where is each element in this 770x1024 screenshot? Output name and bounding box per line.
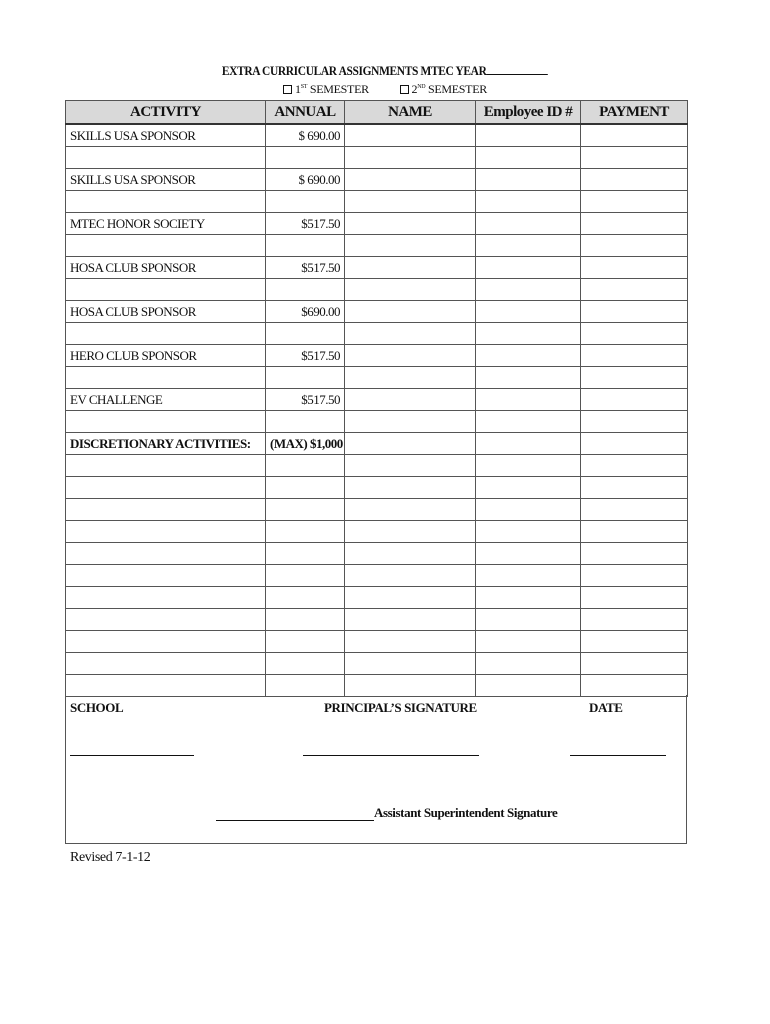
name-cell[interactable] <box>345 367 476 389</box>
form-title <box>46 63 724 79</box>
payment-cell[interactable] <box>581 609 688 631</box>
employee-id-cell[interactable] <box>476 609 581 631</box>
activity-cell <box>66 455 266 477</box>
activity-cell: SKILLS USA SPONSOR <box>66 169 266 191</box>
payment-cell[interactable] <box>581 477 688 499</box>
table-row <box>66 653 688 675</box>
employee-id-cell[interactable] <box>476 169 581 191</box>
annual-cell <box>266 543 345 565</box>
activity-cell <box>66 323 266 345</box>
annual-cell: $ 690.00 <box>266 124 345 147</box>
year-field[interactable] <box>487 64 549 75</box>
table-row <box>66 301 688 323</box>
name-cell[interactable] <box>345 345 476 367</box>
annual-cell <box>266 653 345 675</box>
table-row <box>66 147 688 169</box>
table-row <box>66 477 688 499</box>
payment-cell[interactable] <box>581 521 688 543</box>
payment-cell[interactable] <box>581 631 688 653</box>
annual-cell: (MAX) $1,000 <box>266 433 345 455</box>
table-row <box>66 389 688 411</box>
employee-id-cell[interactable] <box>476 213 581 235</box>
activity-cell: HOSA CLUB SPONSOR <box>66 301 266 323</box>
table-row <box>66 169 688 191</box>
table-row <box>66 191 688 213</box>
employee-id-cell[interactable] <box>476 653 581 675</box>
payment-cell[interactable] <box>581 455 688 477</box>
form-title-text: EXTRA CURRICULAR ASSIGNMENTS MTEC YEAR <box>221 63 487 78</box>
payment-cell[interactable] <box>581 389 688 411</box>
payment-cell[interactable] <box>581 124 688 147</box>
table-header-row <box>66 101 688 125</box>
name-cell[interactable] <box>345 323 476 345</box>
payment-cell[interactable] <box>581 587 688 609</box>
annual-cell <box>266 675 345 697</box>
payment-cell[interactable] <box>581 543 688 565</box>
table-row <box>66 455 688 477</box>
payment-cell[interactable] <box>581 323 688 345</box>
table-row <box>66 124 688 147</box>
activity-cell <box>66 653 266 675</box>
annual-cell: $ 690.00 <box>266 169 345 191</box>
annual-cell: $517.50 <box>266 213 345 235</box>
payment-cell[interactable] <box>581 345 688 367</box>
activity-cell <box>66 367 266 389</box>
column-header-payment: PAYMENT <box>581 101 688 125</box>
name-cell[interactable] <box>345 587 476 609</box>
annual-cell <box>266 609 345 631</box>
activity-cell <box>66 477 266 499</box>
name-cell[interactable] <box>345 543 476 565</box>
name-cell[interactable] <box>345 279 476 301</box>
table-row <box>66 521 688 543</box>
activity-cell <box>66 565 266 587</box>
payment-cell[interactable] <box>581 301 688 323</box>
activity-cell: HERO CLUB SPONSOR <box>66 345 266 367</box>
name-cell[interactable] <box>345 477 476 499</box>
table-row <box>66 609 688 631</box>
employee-id-cell[interactable] <box>476 631 581 653</box>
payment-cell[interactable] <box>581 169 688 191</box>
activity-cell <box>66 521 266 543</box>
name-cell[interactable] <box>345 455 476 477</box>
employee-id-cell[interactable] <box>476 499 581 521</box>
activity-cell <box>66 587 266 609</box>
principal-signature-field[interactable] <box>303 755 479 756</box>
column-header-name: NAME <box>345 101 476 125</box>
name-cell[interactable] <box>345 433 476 455</box>
payment-cell[interactable] <box>581 213 688 235</box>
date-field[interactable] <box>570 755 666 756</box>
annual-cell <box>266 587 345 609</box>
employee-id-cell[interactable] <box>476 235 581 257</box>
table-row <box>66 675 688 697</box>
activity-cell <box>66 543 266 565</box>
annual-cell <box>266 499 345 521</box>
payment-cell[interactable] <box>581 257 688 279</box>
name-cell[interactable] <box>345 499 476 521</box>
column-header-employee-id: Employee ID # <box>476 101 581 125</box>
semester-1-checkbox[interactable] <box>283 85 292 94</box>
table-row <box>66 235 688 257</box>
principal-signature-label: PRINCIPAL’S SIGNATURE <box>324 700 477 715</box>
name-cell[interactable] <box>345 521 476 543</box>
table-row <box>66 257 688 279</box>
revision-note: Revised 7-1-12 <box>70 850 151 865</box>
employee-id-cell[interactable] <box>476 147 581 169</box>
table-row <box>66 565 688 587</box>
name-cell[interactable] <box>345 301 476 323</box>
semester-options <box>0 82 770 97</box>
name-cell[interactable] <box>345 147 476 169</box>
table-row <box>66 433 688 455</box>
payment-cell[interactable] <box>581 235 688 257</box>
employee-id-cell[interactable] <box>476 455 581 477</box>
payment-cell[interactable] <box>581 499 688 521</box>
employee-id-cell[interactable] <box>476 433 581 455</box>
annual-cell <box>266 191 345 213</box>
employee-id-cell[interactable] <box>476 543 581 565</box>
activity-cell <box>66 631 266 653</box>
payment-cell[interactable] <box>581 367 688 389</box>
employee-id-cell[interactable] <box>476 675 581 697</box>
annual-cell <box>266 631 345 653</box>
payment-cell[interactable] <box>581 675 688 697</box>
table-row <box>66 587 688 609</box>
payment-cell[interactable] <box>581 653 688 675</box>
assistant-superintendent-signature <box>216 805 557 821</box>
annual-cell: $517.50 <box>266 345 345 367</box>
employee-id-cell[interactable] <box>476 345 581 367</box>
payment-cell[interactable] <box>581 191 688 213</box>
table-row <box>66 323 688 345</box>
activity-cell <box>66 279 266 301</box>
table-row <box>66 411 688 433</box>
name-cell[interactable] <box>345 389 476 411</box>
employee-id-cell[interactable] <box>476 191 581 213</box>
table-row <box>66 367 688 389</box>
annual-cell <box>266 521 345 543</box>
activity-cell <box>66 235 266 257</box>
employee-id-cell[interactable] <box>476 124 581 147</box>
employee-id-cell[interactable] <box>476 323 581 345</box>
table-row <box>66 499 688 521</box>
activity-cell: MTEC HONOR SOCIETY <box>66 213 266 235</box>
employee-id-cell[interactable] <box>476 367 581 389</box>
assignments-table <box>65 100 688 697</box>
table-row <box>66 631 688 653</box>
name-cell[interactable] <box>345 213 476 235</box>
employee-id-cell[interactable] <box>476 565 581 587</box>
employee-id-cell[interactable] <box>476 477 581 499</box>
employee-id-cell[interactable] <box>476 587 581 609</box>
annual-cell <box>266 565 345 587</box>
activity-cell <box>66 499 266 521</box>
column-header-annual: ANNUAL <box>266 101 345 125</box>
annual-cell <box>266 147 345 169</box>
employee-id-cell[interactable] <box>476 257 581 279</box>
activity-cell <box>66 147 266 169</box>
activity-cell: SKILLS USA SPONSOR <box>66 124 266 147</box>
name-cell[interactable] <box>345 235 476 257</box>
annual-cell <box>266 279 345 301</box>
school-field[interactable] <box>70 755 194 756</box>
annual-cell: $690.00 <box>266 301 345 323</box>
payment-cell[interactable] <box>581 565 688 587</box>
activity-cell: HOSA CLUB SPONSOR <box>66 257 266 279</box>
payment-cell[interactable] <box>581 147 688 169</box>
name-cell[interactable] <box>345 257 476 279</box>
semester-2-option[interactable]: 2ND SEMESTER <box>400 82 487 97</box>
payment-cell[interactable] <box>581 433 688 455</box>
employee-id-cell[interactable] <box>476 411 581 433</box>
annual-cell <box>266 235 345 257</box>
table-row <box>66 543 688 565</box>
table-row <box>66 213 688 235</box>
activity-cell: EV CHALLENGE <box>66 389 266 411</box>
activity-cell <box>66 609 266 631</box>
activity-cell <box>66 191 266 213</box>
activity-cell <box>66 675 266 697</box>
employee-id-cell[interactable] <box>476 279 581 301</box>
table-row <box>66 345 688 367</box>
annual-cell <box>266 367 345 389</box>
table-row <box>66 279 688 301</box>
school-label: SCHOOL <box>70 700 124 715</box>
employee-id-cell[interactable] <box>476 521 581 543</box>
annual-cell: $517.50 <box>266 257 345 279</box>
name-cell[interactable] <box>345 675 476 697</box>
signature-section <box>65 695 687 844</box>
assistant-superintendent-label: Assistant Superintendent Signature <box>374 805 558 820</box>
employee-id-cell[interactable] <box>476 301 581 323</box>
name-cell[interactable] <box>345 653 476 675</box>
name-cell[interactable] <box>345 631 476 653</box>
name-cell[interactable] <box>345 169 476 191</box>
assistant-superintendent-signature-field[interactable] <box>216 808 374 821</box>
employee-id-cell[interactable] <box>476 389 581 411</box>
payment-cell[interactable] <box>581 279 688 301</box>
date-label: DATE <box>589 700 623 715</box>
annual-cell <box>266 323 345 345</box>
name-cell[interactable] <box>345 565 476 587</box>
annual-cell: $517.50 <box>266 389 345 411</box>
activity-cell <box>66 411 266 433</box>
name-cell[interactable] <box>345 411 476 433</box>
activity-cell: DISCRETIONARY ACTIVITIES: <box>66 433 266 455</box>
column-header-activity: ACTIVITY <box>66 101 266 125</box>
payment-cell[interactable] <box>581 411 688 433</box>
name-cell[interactable] <box>345 124 476 147</box>
annual-cell <box>266 455 345 477</box>
annual-cell <box>266 477 345 499</box>
name-cell[interactable] <box>345 191 476 213</box>
annual-cell <box>266 411 345 433</box>
name-cell[interactable] <box>345 609 476 631</box>
semester-2-checkbox[interactable] <box>400 85 409 94</box>
semester-1-option[interactable]: 1ST SEMESTER <box>283 82 369 97</box>
